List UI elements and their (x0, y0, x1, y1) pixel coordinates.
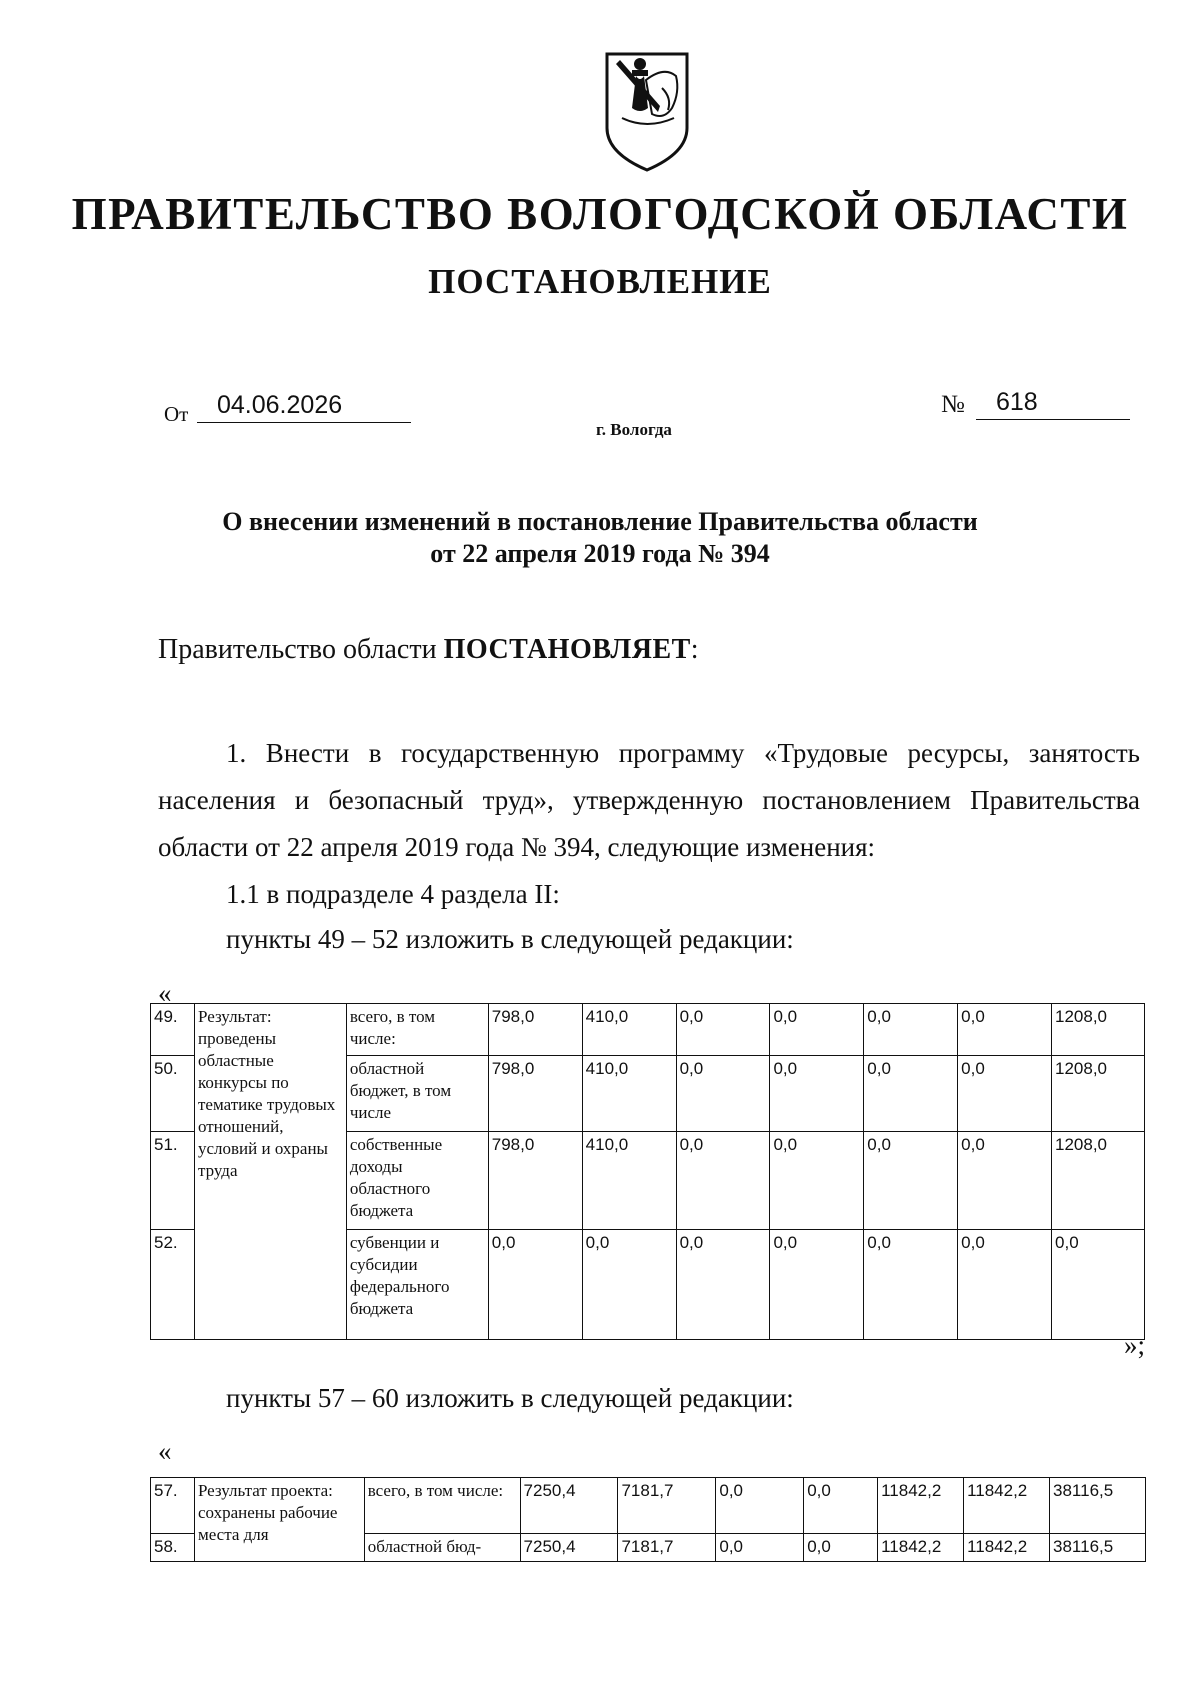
value-cell: 7181,7 (618, 1534, 716, 1562)
quote-open-1: « (158, 978, 172, 1008)
subject-line-1: О внесении изменений в постановление Правительства области (222, 507, 978, 536)
value-cell: 0,0 (864, 1132, 958, 1230)
value-cell: 0,0 (804, 1534, 878, 1562)
value-cell: 410,0 (582, 1056, 676, 1132)
value-cell: 0,0 (716, 1534, 804, 1562)
value-cell: 798,0 (488, 1004, 582, 1056)
value-cell: 11842,2 (964, 1478, 1050, 1534)
value-cell: 0,0 (770, 1230, 864, 1340)
source-cell: областной бюд- (364, 1534, 520, 1562)
value-cell: 38116,5 (1050, 1534, 1146, 1562)
coat-of-arms-emblem (602, 48, 692, 173)
result-cell: Результат проекта: сохранены рабочие места для (194, 1478, 364, 1562)
value-cell: 0,0 (864, 1004, 958, 1056)
value-cell: 0,0 (770, 1056, 864, 1132)
preamble-tail: : (690, 634, 699, 665)
value-cell: 798,0 (488, 1056, 582, 1132)
value-cell: 7181,7 (618, 1478, 716, 1534)
value-cell: 0,0 (958, 1004, 1052, 1056)
quote-close-1: »; (1124, 1330, 1146, 1360)
preamble-text: Правительство области (158, 634, 444, 665)
funding-table-2 (150, 1477, 1146, 1562)
number-label: № (941, 391, 965, 418)
value-cell: 410,0 (582, 1004, 676, 1056)
value-cell: 410,0 (582, 1132, 676, 1230)
table-row (151, 1478, 1146, 1534)
row-number: 58. (151, 1534, 195, 1562)
value-cell: 0,0 (958, 1056, 1052, 1132)
value-cell: 0,0 (958, 1230, 1052, 1340)
value-cell: 0,0 (770, 1132, 864, 1230)
row-number: 57. (151, 1478, 195, 1534)
document-date: 04.06.2026 (197, 388, 411, 423)
value-cell: 1208,0 (1052, 1056, 1145, 1132)
result-cell: Результат: проведены областные конкурсы по тематике трудовых отношений, условий и охраны труда (194, 1004, 346, 1340)
document-type-title: ПОСТАНОВЛЕНИЕ (428, 262, 772, 301)
preamble (158, 634, 699, 666)
value-cell: 0,0 (676, 1230, 770, 1340)
row-number: 50. (151, 1056, 195, 1132)
value-cell: 11842,2 (964, 1534, 1050, 1562)
paragraph-1: 1. Внести в государственную программу «Трудовые ресурсы, занятость населения и безопасный труд», утвержденную постановлением Правительства области от 22 апреля 2019 года № 394, следующие изменения: (158, 738, 1140, 862)
value-cell: 7250,4 (520, 1478, 618, 1534)
value-cell: 1208,0 (1052, 1132, 1145, 1230)
funding-table-1 (150, 1003, 1145, 1340)
value-cell: 0,0 (676, 1132, 770, 1230)
value-cell: 0,0 (1052, 1230, 1145, 1340)
date-label: От (164, 402, 189, 426)
value-cell: 0,0 (958, 1132, 1052, 1230)
table-row (151, 1004, 1145, 1056)
value-cell: 11842,2 (878, 1534, 964, 1562)
value-cell: 0,0 (488, 1230, 582, 1340)
source-cell: всего, в том числе: (346, 1004, 488, 1056)
value-cell: 1208,0 (1052, 1004, 1145, 1056)
preamble-bold: ПОСТАНОВЛЯЕТ (443, 634, 691, 665)
document-number: 618 (976, 385, 1130, 420)
quote-open-2: « (158, 1436, 172, 1466)
value-cell: 11842,2 (878, 1478, 964, 1534)
value-cell: 0,0 (582, 1230, 676, 1340)
value-cell: 7250,4 (520, 1534, 618, 1562)
city-label: г. Вологда (596, 420, 672, 439)
value-cell: 0,0 (676, 1056, 770, 1132)
document-subject (0, 506, 1200, 570)
row-number: 49. (151, 1004, 195, 1056)
value-cell: 0,0 (770, 1004, 864, 1056)
row-number: 52. (151, 1230, 195, 1340)
value-cell: 38116,5 (1050, 1478, 1146, 1534)
value-cell: 0,0 (676, 1004, 770, 1056)
value-cell: 0,0 (864, 1056, 958, 1132)
points-49-52-intro: пункты 49 – 52 изложить в следующей редакции: (226, 924, 794, 954)
organization-title: ПРАВИТЕЛЬСТВО ВОЛОГОДСКОЙ ОБЛАСТИ (71, 189, 1129, 239)
source-cell: всего, в том числе: (364, 1478, 520, 1534)
value-cell: 0,0 (716, 1478, 804, 1534)
paragraph-1-1: 1.1 в подразделе 4 раздела II: (226, 879, 560, 909)
value-cell: 0,0 (864, 1230, 958, 1340)
value-cell: 0,0 (804, 1478, 878, 1534)
source-cell: собственные доходы областного бюджета (346, 1132, 488, 1230)
points-57-60-intro: пункты 57 – 60 изложить в следующей редакции: (226, 1383, 794, 1413)
source-cell: областной бюджет, в том числе (346, 1056, 488, 1132)
source-cell: субвенции и субсидии федерального бюджета (346, 1230, 488, 1340)
row-number: 51. (151, 1132, 195, 1230)
subject-line-2: от 22 апреля 2019 года № 394 (430, 539, 770, 568)
value-cell: 798,0 (488, 1132, 582, 1230)
